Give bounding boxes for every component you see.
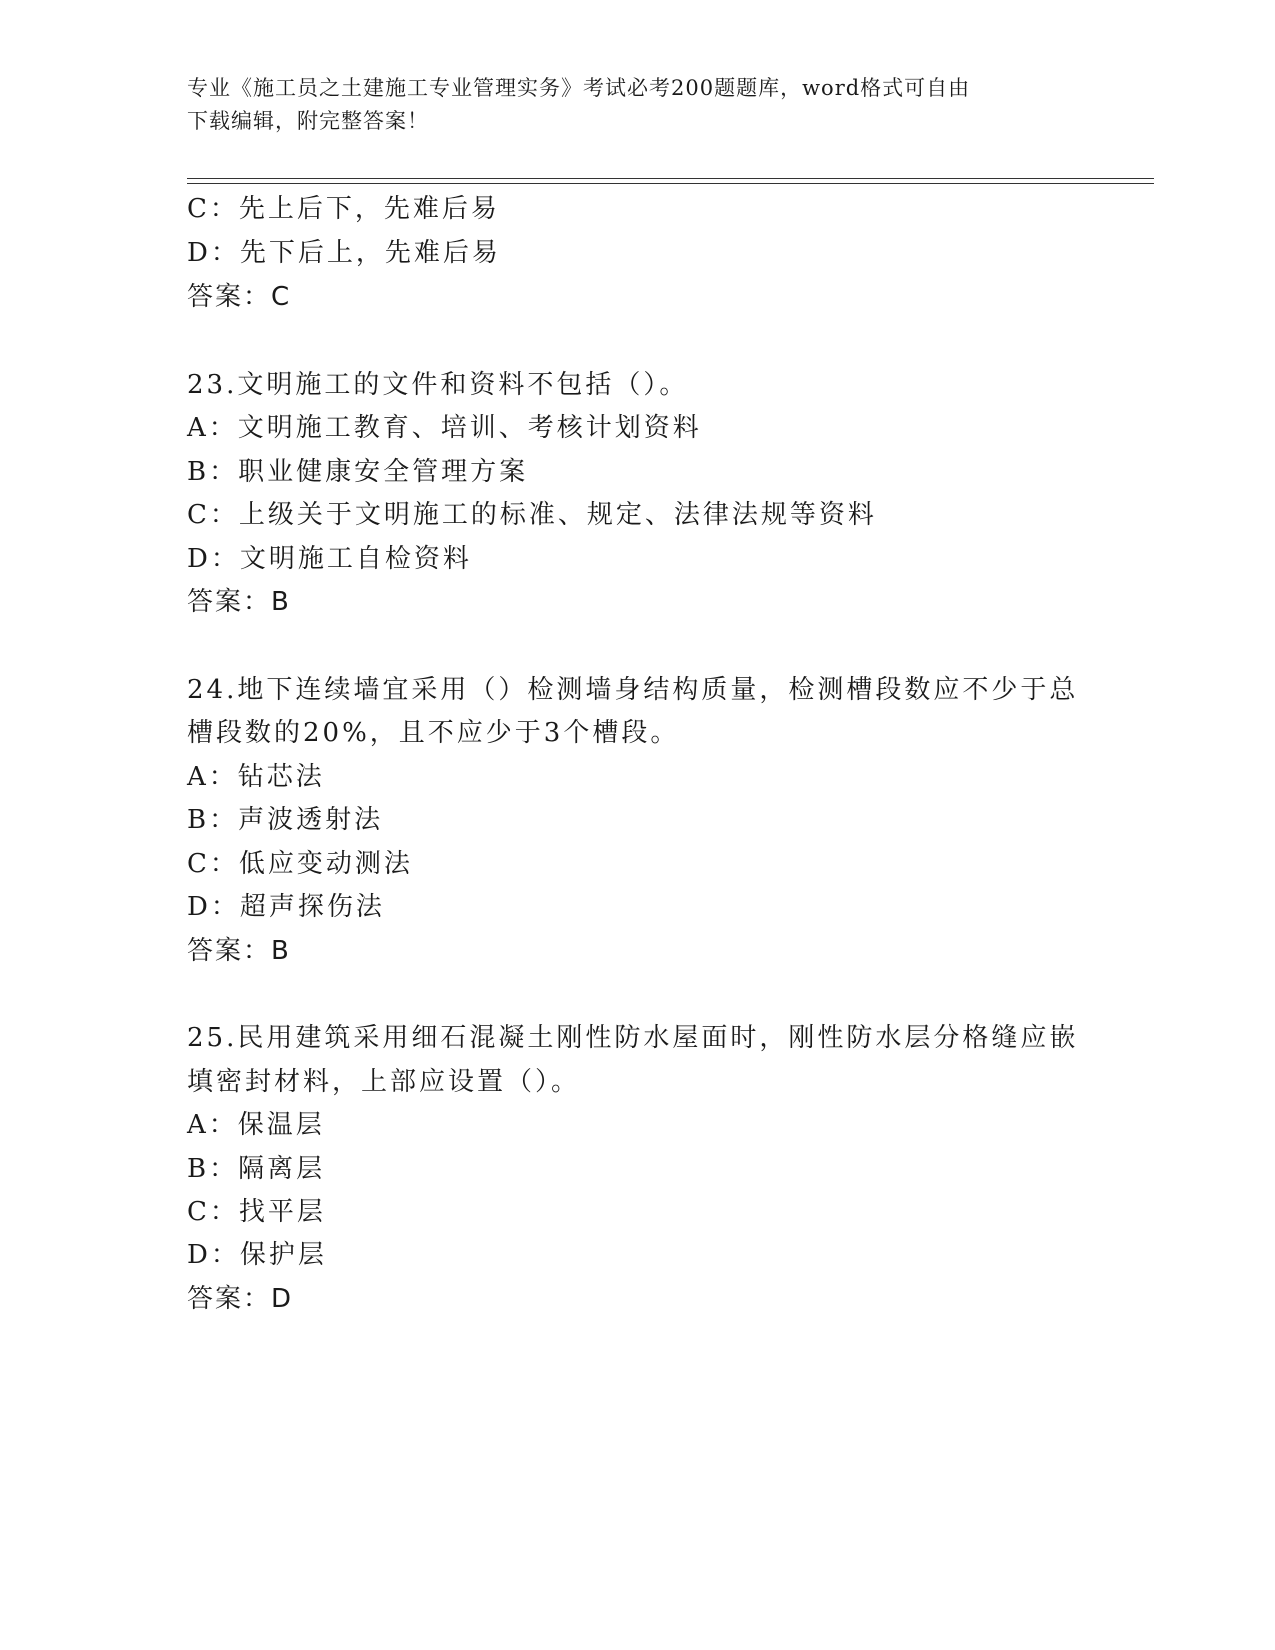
question-25-stem-line-2: 填密封材料，上部应设置（）。 (187, 1067, 581, 1097)
question-23-stem: 23.文明施工的文件和资料不包括（）。 (187, 370, 689, 400)
question-25-option-d: D：保护层 (187, 1240, 327, 1270)
question-24-option-b: B：声波透射法 (187, 805, 384, 835)
header-divider (187, 178, 1154, 184)
question-25-answer: 答案：D (187, 1284, 294, 1314)
option-d-prev: D：先下后上，先难后易 (187, 238, 501, 268)
page-header (187, 72, 1077, 138)
question-24-option-c: C：低应变动测法 (187, 849, 413, 879)
question-25-option-a: A：保温层 (187, 1110, 325, 1140)
question-24-option-a: A：钻芯法 (187, 762, 325, 792)
question-24-stem-line-2: 槽段数的20%，且不应少于3个槽段。 (187, 718, 680, 748)
question-23-option-a: A：文明施工教育、培训、考核计划资料 (187, 413, 702, 443)
question-23-answer: 答案：B (187, 587, 291, 617)
option-c-prev: C：先上后下，先难后易 (187, 194, 500, 224)
question-25-stem-line-1: 25.民用建筑采用细石混凝土刚性防水屋面时，刚性防水层分格缝应嵌 (187, 1023, 1079, 1053)
question-25-option-c: C：找平层 (187, 1197, 326, 1227)
question-23-option-d: D：文明施工自检资料 (187, 544, 472, 574)
question-24-option-d: D：超声探伤法 (187, 892, 385, 922)
header-line-1: 专业《施工员之土建施工专业管理实务》考试必考200题题库，word格式可自由 (187, 76, 971, 100)
header-line-2: 下载编辑，附完整答案！ (187, 109, 429, 133)
question-24-stem-line-1: 24.地下连续墙宜采用（）检测墙身结构质量，检测槽段数应不少于总 (187, 675, 1079, 705)
question-23-option-c: C：上级关于文明施工的标准、规定、法律法规等资料 (187, 500, 877, 530)
question-23-option-b: B：职业健康安全管理方案 (187, 457, 529, 487)
question-25-option-b: B：隔离层 (187, 1154, 326, 1184)
answer-prev: 答案：C (187, 282, 292, 312)
question-24-answer: 答案：B (187, 936, 291, 966)
